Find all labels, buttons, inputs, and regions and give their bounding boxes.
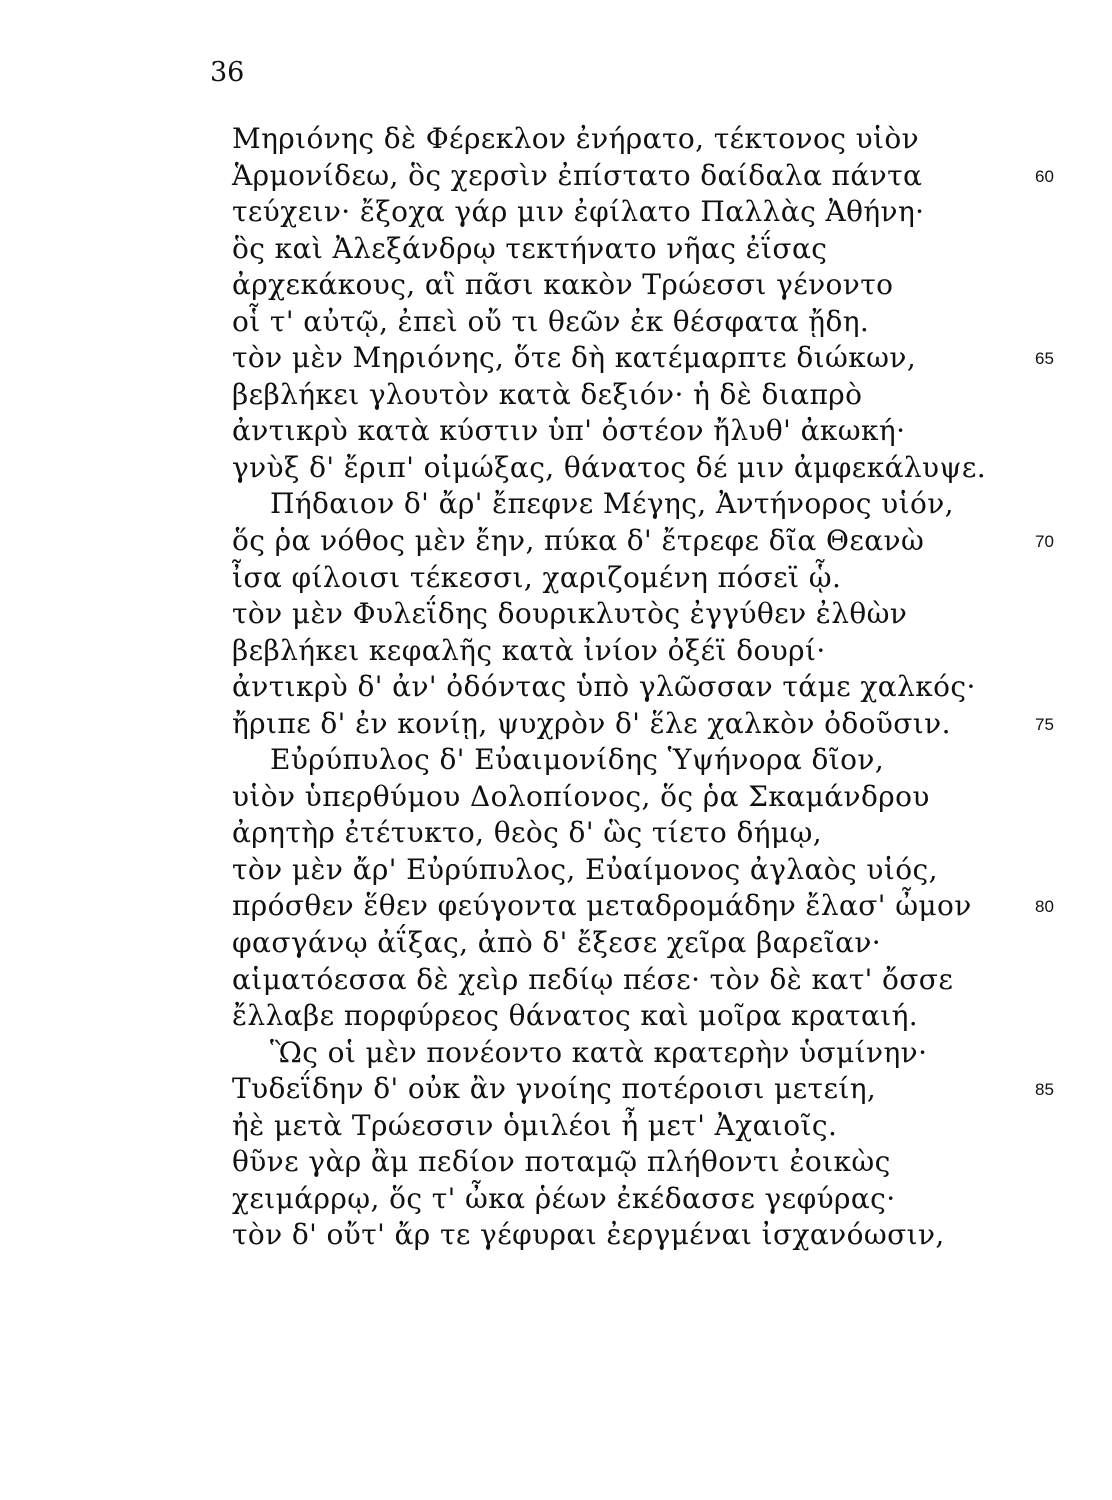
verse-line bbox=[232, 158, 1052, 195]
verse-line-text: Πήδαιον δ' ἄρ' ἔπεφνε Μέγης, Ἀντήνορος υἱόν, bbox=[270, 487, 954, 521]
line-number: 70 bbox=[1035, 532, 1054, 552]
verse-line bbox=[232, 1144, 1052, 1181]
verse-line-text: ἤριπε δ' ἐν κονίῃ, ψυχρὸν δ' ἕλε χαλκὸν ὀδοῦσιν. bbox=[232, 706, 951, 740]
verse-line-text: ὅς ῥα νόθος μὲν ἔην, πύκα δ' ἔτρεφε δῖα Θεανὼ bbox=[232, 524, 925, 558]
verse-line bbox=[232, 121, 1052, 158]
verse-line bbox=[232, 852, 1052, 889]
verse-line bbox=[232, 231, 1052, 268]
verse-line bbox=[232, 779, 1052, 816]
verse-line-text: οἷ τ' αὐτῷ, ἐπεὶ οὔ τι θεῶν ἐκ θέσφατα ᾔδη. bbox=[232, 304, 870, 338]
verse-line-text: Ἁρμονίδεω, ὃς χερσὶν ἐπίστατο δαίδαλα πάντα bbox=[232, 158, 923, 192]
verse-line-text: τὸν μὲν Φυλεΐδης δουρικλυτὸς ἐγγύθεν ἐλθὼν bbox=[232, 597, 908, 631]
verse-line-text: ἀντικρὺ δ' ἀν' ὀδόντας ὑπὸ γλῶσσαν τάμε χαλκός· bbox=[232, 670, 976, 704]
verse-line-text: ἀρητὴρ ἐτέτυκτο, θεὸς δ' ὣς τίετο δήμῳ, bbox=[232, 816, 823, 850]
verse-line bbox=[232, 450, 1052, 487]
verse-line-text: φασγάνῳ ἀΐξας, ἀπὸ δ' ἔξεσε χεῖρα βαρεῖαν· bbox=[232, 926, 882, 960]
verse-line bbox=[232, 669, 1052, 706]
verse-line bbox=[232, 1071, 1052, 1108]
verse-line bbox=[232, 888, 1052, 925]
verse-line bbox=[232, 742, 1052, 779]
verse-line bbox=[232, 340, 1052, 377]
verse-line bbox=[232, 486, 1052, 523]
verse-line-text: Τυδεΐδην δ' οὐκ ἂν γνοίης ποτέροισι μετείη, bbox=[232, 1072, 877, 1106]
verse-line-text: τεύχειν· ἔξοχα γάρ μιν ἐφίλατο Παλλὰς Ἀθήνη· bbox=[232, 195, 925, 229]
line-number: 80 bbox=[1035, 897, 1054, 917]
verse-line bbox=[232, 962, 1052, 999]
verse-line-text: γνὺξ δ' ἔριπ' οἰμώξας, θάνατος δέ μιν ἀμφεκάλυψε. bbox=[232, 450, 987, 484]
verse-line-text: ἀρχεκάκους, αἳ πᾶσι κακὸν Τρώεσσι γένοντο bbox=[232, 268, 894, 302]
verse-line bbox=[232, 194, 1052, 231]
verse-line bbox=[232, 596, 1052, 633]
verse-line-text: ἀντικρὺ κατὰ κύστιν ὑπ' ὀστέον ἤλυθ' ἀκωκή· bbox=[232, 414, 906, 448]
verse-line bbox=[232, 1035, 1052, 1072]
line-number: 75 bbox=[1035, 714, 1054, 734]
verse-line-text: βεβλήκει κεφαλῆς κατὰ ἰνίον ὀξέϊ δουρί· bbox=[232, 633, 826, 667]
line-number: 65 bbox=[1035, 349, 1054, 369]
verse-line-text: βεβλήκει γλουτὸν κατὰ δεξιόν· ἡ δὲ διαπρὸ bbox=[232, 377, 863, 411]
verse-line bbox=[232, 998, 1052, 1035]
verse-line-text: Εὐρύπυλος δ' Εὐαιμονίδης Ὑψήνορα δῖον, bbox=[270, 743, 885, 777]
page-number: 36 bbox=[210, 57, 245, 88]
verse-line-text: αἱματόεσσα δὲ χεὶρ πεδίῳ πέσε· τὸν δὲ κατ' ὄσσε bbox=[232, 962, 954, 996]
verse-line bbox=[232, 1108, 1052, 1145]
verse-line bbox=[232, 815, 1052, 852]
verse-line bbox=[232, 560, 1052, 597]
verse-line-text: ὃς καὶ Ἀλεξάνδρῳ τεκτήνατο νῆας ἐΐσας bbox=[232, 231, 828, 265]
verse-line-text: πρόσθεν ἕθεν φεύγοντα μεταδρομάδην ἔλασ' ὦμον bbox=[232, 889, 972, 923]
verse-line-text: θῦνε γὰρ ἂμ πεδίον ποταμῷ πλήθοντι ἐοικὼς bbox=[232, 1145, 891, 1179]
verse-line-text: Μηριόνης δὲ Φέρεκλον ἐνήρατο, τέκτονος υἱὸν bbox=[232, 122, 920, 155]
verse-line-text: ἶσα φίλοισι τέκεσσι, χαριζομένη πόσεϊ ᾧ. bbox=[232, 560, 842, 594]
verse-line-text: τὸν μὲν ἄρ' Εὐρύπυλος, Εὐαίμονος ἀγλαὸς υἱός, bbox=[232, 852, 938, 886]
verse-line-text: Ὣς οἱ μὲν πονέοντο κατὰ κρατερὴν ὑσμίνην· bbox=[270, 1035, 928, 1069]
line-number: 85 bbox=[1035, 1080, 1054, 1100]
verse-line-text: υἱὸν ὑπερθύμου Δολοπίονος, ὅς ῥα Σκαμάνδρου bbox=[232, 779, 930, 813]
verse-line-text: τὸν δ' οὔτ' ἄρ τε γέφυραι ἐεργμέναι ἰσχανόωσιν, bbox=[232, 1218, 945, 1252]
verse-line bbox=[232, 633, 1052, 670]
verse-block bbox=[232, 121, 1052, 1254]
verse-line bbox=[232, 925, 1052, 962]
verse-line-text: τὸν μὲν Μηριόνης, ὅτε δὴ κατέμαρπτε διώκων, bbox=[232, 341, 917, 375]
verse-line bbox=[232, 706, 1052, 743]
verse-line bbox=[232, 413, 1052, 450]
verse-line bbox=[232, 377, 1052, 414]
verse-line bbox=[232, 523, 1052, 560]
line-number: 60 bbox=[1035, 166, 1054, 186]
verse-line bbox=[232, 1181, 1052, 1218]
verse-line bbox=[232, 1217, 1052, 1254]
verse-line-text: ἔλλαβε πορφύρεος θάνατος καὶ μοῖρα κραταιή. bbox=[232, 999, 919, 1033]
verse-line-text: ἠὲ μετὰ Τρώεσσιν ὁμιλέοι ἦ μετ' Ἀχαιοῖς. bbox=[232, 1108, 838, 1142]
verse-line-text: χειμάρρῳ, ὅς τ' ὦκα ῥέων ἐκέδασσε γεφύρας· bbox=[232, 1181, 896, 1215]
verse-line bbox=[232, 267, 1052, 304]
verse-line bbox=[232, 304, 1052, 341]
